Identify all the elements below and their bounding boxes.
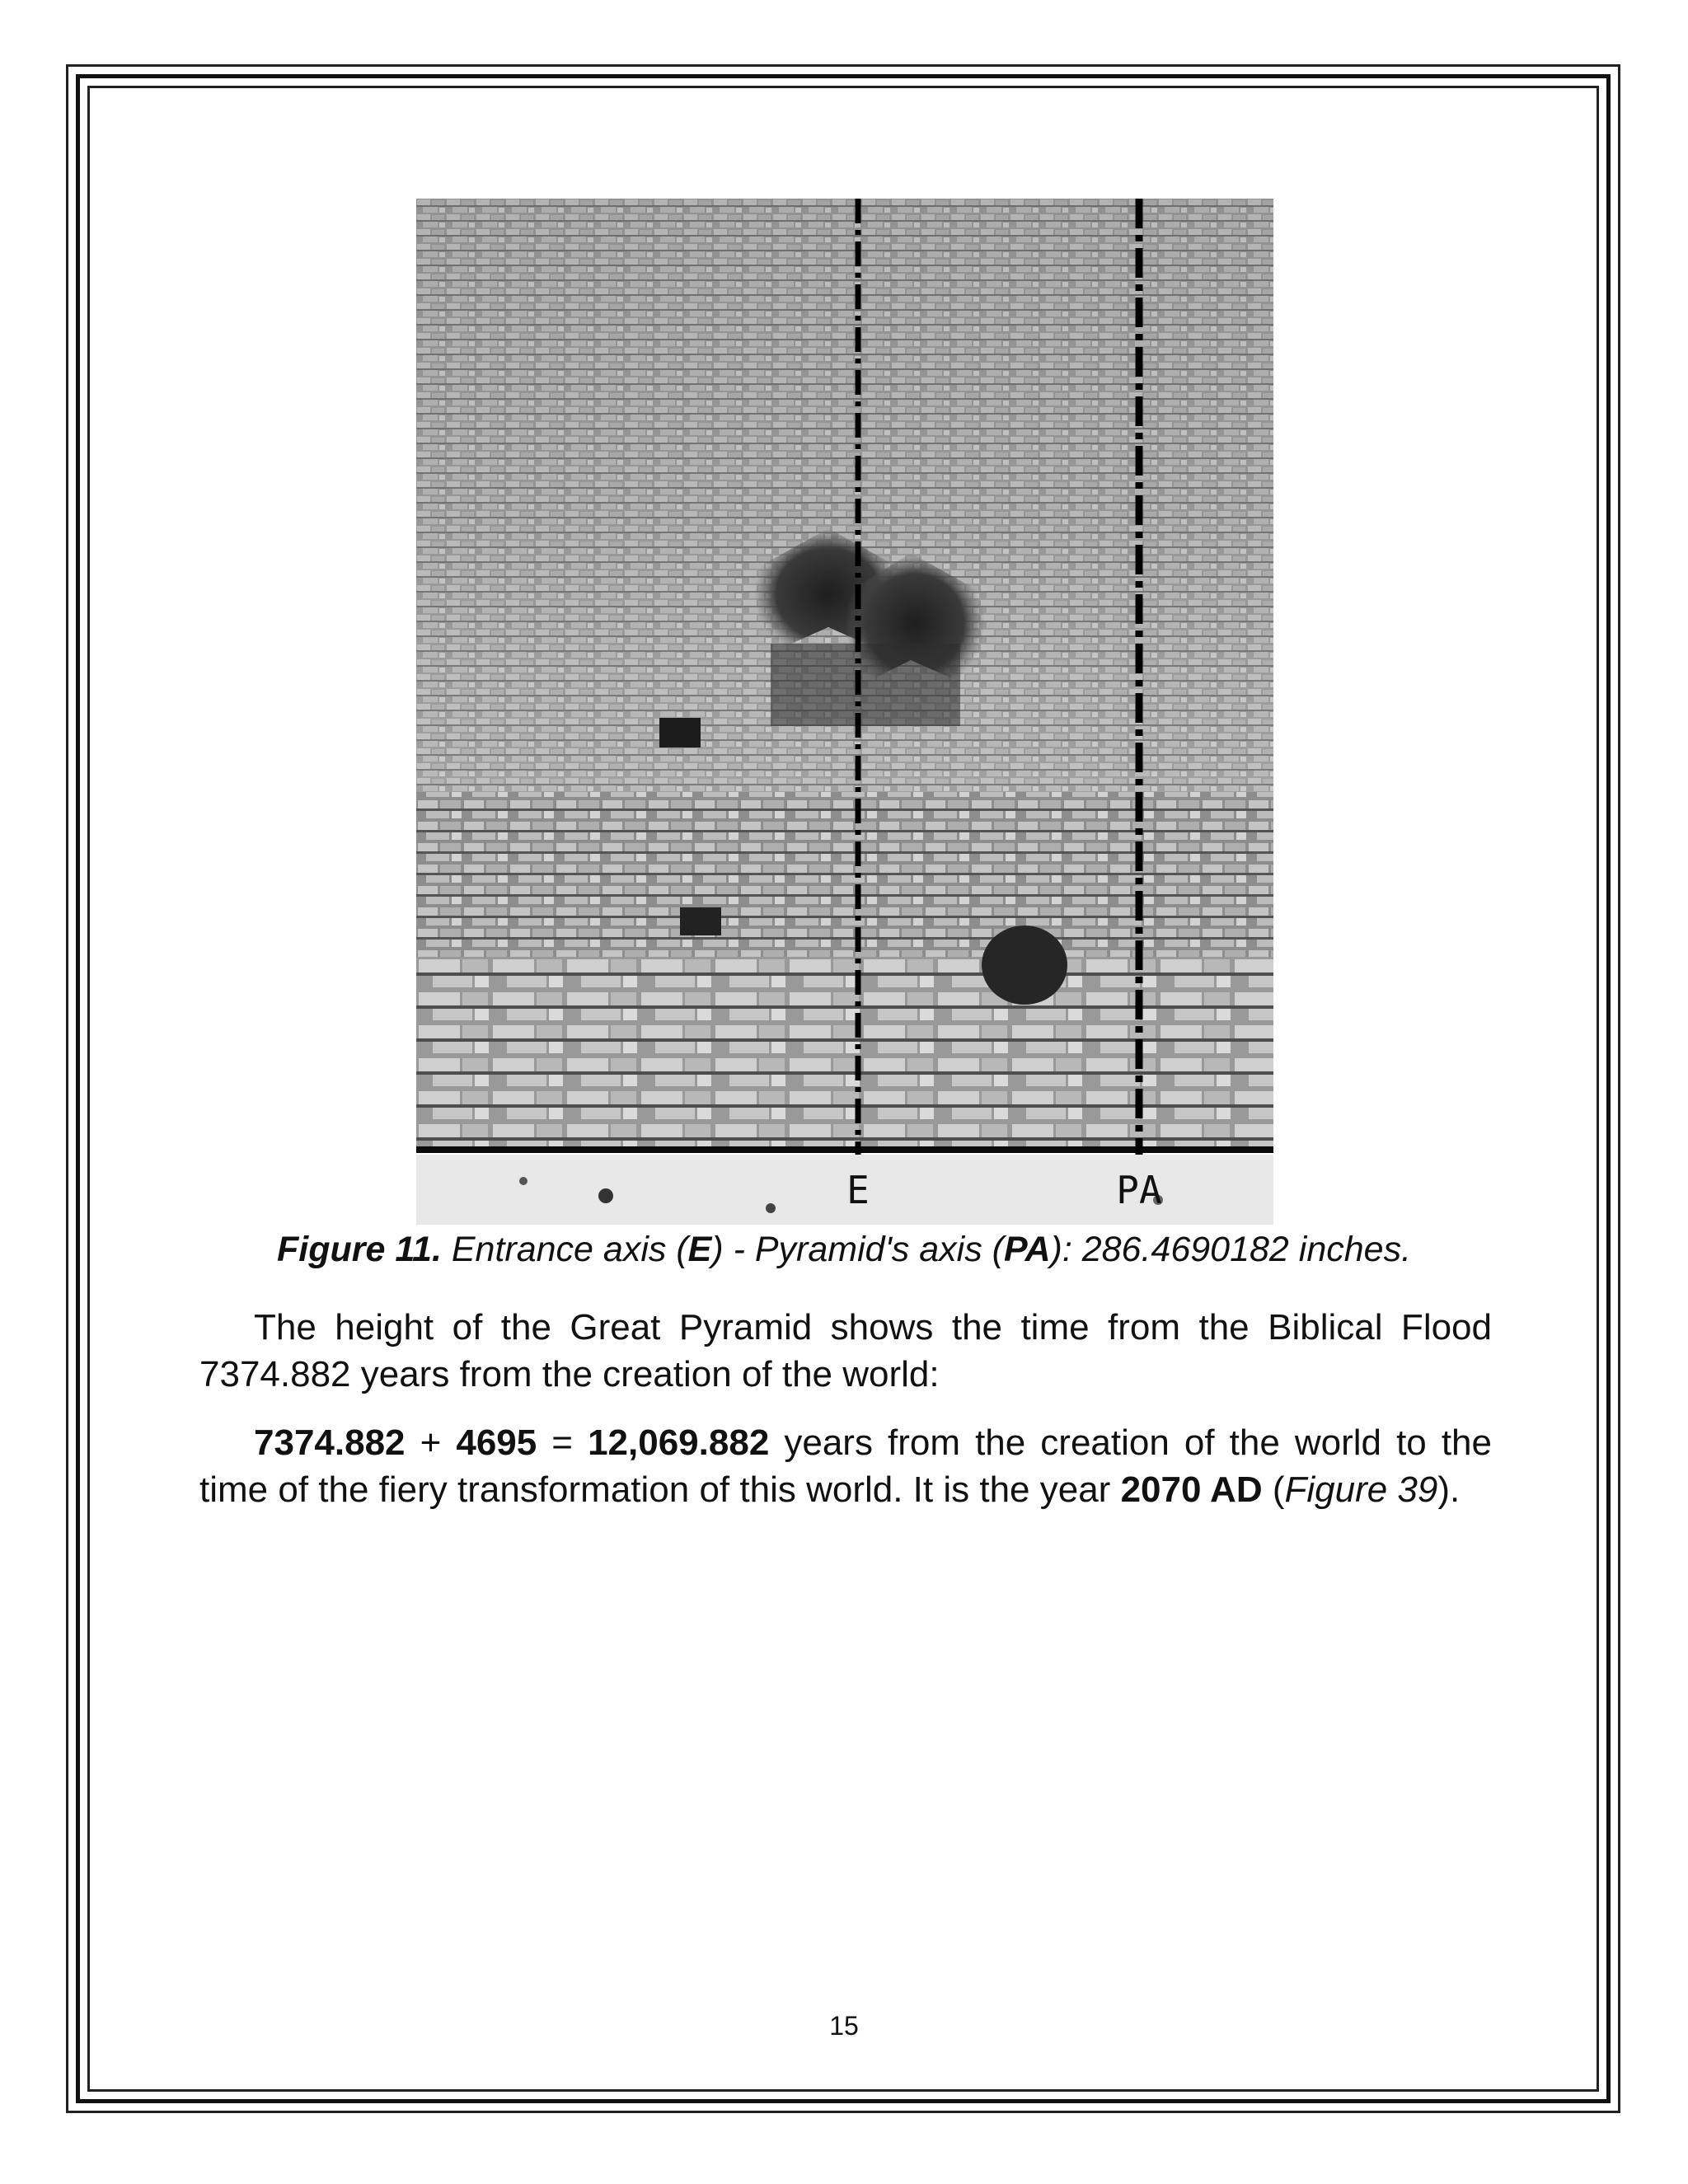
operator: + <box>405 1422 457 1463</box>
axis-label-e: E <box>846 1168 870 1212</box>
paragraph-calculation <box>199 1419 1492 1513</box>
paragraph-text: The height of the Great Pyramid shows the time from the Biblical Flood 7374.882 years from the creation of the world: <box>199 1307 1492 1394</box>
figure-caption <box>165 1228 1523 1272</box>
caption-label: Figure 11. <box>276 1230 442 1269</box>
axis-label-pa: PA <box>1116 1168 1162 1212</box>
caption-pa: PA <box>1003 1230 1051 1269</box>
caption-e: E <box>687 1230 712 1269</box>
value-added-years: 4695 <box>456 1422 537 1463</box>
pyramid-photo <box>416 199 1273 1225</box>
figure-reference: Figure 39 <box>1284 1469 1438 1510</box>
page-number: 15 <box>829 2011 859 2041</box>
paragraph-text: years from the creation of the world to the time of the fiery transformation of this world. It is the year <box>199 1422 1492 1510</box>
caption-text: Entrance axis ( <box>441 1230 688 1269</box>
paragraph-text: ( <box>1262 1469 1285 1510</box>
operator: = <box>537 1422 588 1463</box>
caption-text: ) - Pyramid's axis ( <box>711 1230 1004 1269</box>
value-flood-years: 7374.882 <box>254 1422 406 1463</box>
year-value: 2070 AD <box>1120 1469 1263 1510</box>
paragraph-flood <box>199 1304 1492 1398</box>
paragraph-text: ). <box>1437 1469 1461 1510</box>
caption-text: ): 286.4690182 inches. <box>1050 1230 1412 1269</box>
value-total-years: 12,069.882 <box>588 1422 770 1463</box>
